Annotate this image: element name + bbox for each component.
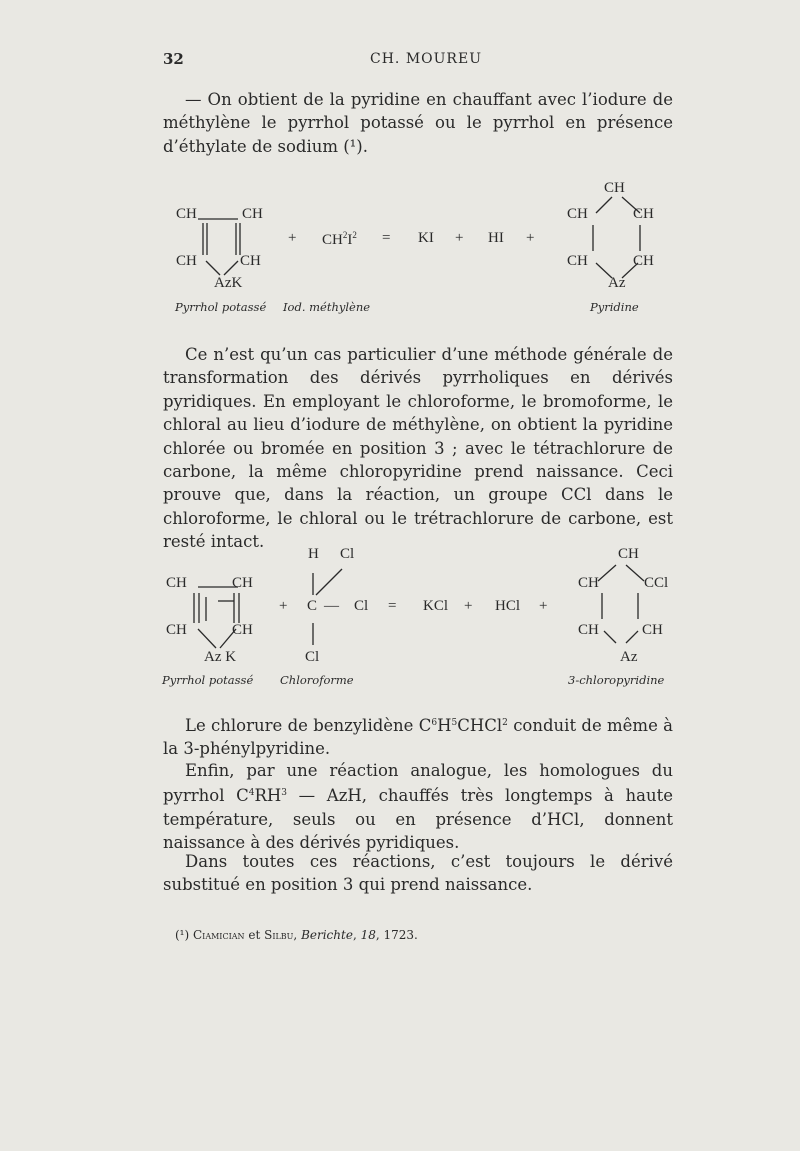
plus-sign: + [455,230,464,246]
chloroform-dash: — [324,598,339,614]
page-number: 32 [163,50,184,68]
equals-sign: = [388,598,397,614]
pyridine-ccl-upper-right: CCl [644,575,669,591]
pyrrole-ch-bottom-left: CH [176,253,197,269]
pyridine-ch-lower-right: CH [642,622,663,638]
paragraph-homologues: Enfin, par une réaction analogue, les homologues du pyrrhol $C^4RH^3$ — AzH, chauffés très longtemps à haute température, seuls ou en présence d’HCl, donnent naissance à des dérivés pyridiques. [163,761,673,853]
structure-bonds-2 [150,543,690,693]
chloroform-cl-bottom: Cl [305,649,320,665]
product-hcl: HCl [495,598,521,614]
running-head: CH. MOUREU [370,51,482,67]
pyridine-nitrogen: Az [608,275,626,291]
reaction-scheme-1 [150,175,690,320]
product-ki: KI [418,230,434,246]
chloroform-h: H [308,546,319,562]
paragraph-benzylidene: Le chlorure de benzylidène $C^6H^5CHCl^2$ conduit de même à la 3-phénylpyridine. [163,716,673,759]
caption-pyridine: Pyridine [590,300,639,314]
product-hi: HI [488,230,504,246]
pyrrole-ch-top-left: CH [166,575,187,591]
caption-chloropyridine: 3-chloropyridine [568,673,665,687]
caption-reagent: Iod. méthylène [283,300,371,314]
chloroform-cl-right: Cl [354,598,369,614]
reaction-scheme-2 [150,543,690,693]
pyrrole-nitrogen: AzK [214,275,243,291]
pyrrole-ch-top-right: CH [232,575,253,591]
pyrrole-ch-bottom-right: CH [232,622,253,638]
plus-sign: + [279,598,288,614]
pyrrole-ch-top-left: CH [176,206,197,222]
product-kcl: KCl [423,598,449,614]
plus-sign: + [526,230,535,246]
caption-pyrrole: Pyrrhol potassé [162,673,254,687]
caption-chloroform: Chloroforme [280,673,354,687]
chloroform-c: C [307,598,318,614]
pyridine-ch-top: CH [618,546,639,562]
equals-sign: = [382,230,391,246]
paragraph-intro: — On obtient de la pyridine en chauffant avec l’iodure de méthylène le pyrrhol potassé ou le pyrrhol en présence d’éthylate de sodium (¹). [163,90,673,156]
pyridine-ch-lower-left: CH [567,253,588,269]
pyridine-ch-upper-left: CH [567,206,588,222]
plus-sign: + [288,230,297,246]
caption-pyrrole: Pyrrhol potassé [175,300,267,314]
footnote: (¹) Ciamician et Silbu, Berichte, 18, 1723. [175,928,418,942]
plus-sign: + [539,598,548,614]
reagent-methylene-iodide: $CH^2I^2$ [322,230,357,248]
page-header [163,50,673,74]
pyrrole-nitrogen-potassium: Az K [204,649,237,665]
pyridine-ch-top: CH [604,180,625,196]
pyridine-ch-lower-left: CH [578,622,599,638]
pyrrole-ch-bottom-left: CH [166,622,187,638]
pyrrole-ch-bottom-right: CH [240,253,261,269]
pyrrole-ch-top-right: CH [242,206,263,222]
paragraph-general-method: Ce n’est qu’un cas particulier d’une méthode générale de transformation des dérivés pyrrholiques en dérivés pyridiques. En employant le chloroforme, le bromoforme, le chloral au lieu d’iodure de méthylène, on obtient la pyridine chlorée ou bromée en position 3 ; avec le tétrachlorure de carbone, la même chloropyridine prend naissance. Ceci prouve que, dans la réaction, un groupe CCl dans le chloroforme, le chloral ou le trétrachlorure de carbone, est resté intact. [163,345,673,552]
chloroform-cl-top: Cl [340,546,355,562]
pyridine-ch-upper-left: CH [578,575,599,591]
paragraph-conclusion: Dans toutes ces réactions, c’est toujours le dérivé substitué en position 3 qui prend naissance. [163,852,673,895]
pyridine-nitrogen: Az [620,649,638,665]
pyridine-ch-upper-right: CH [633,206,654,222]
plus-sign: + [464,598,473,614]
pyridine-ch-lower-right: CH [633,253,654,269]
